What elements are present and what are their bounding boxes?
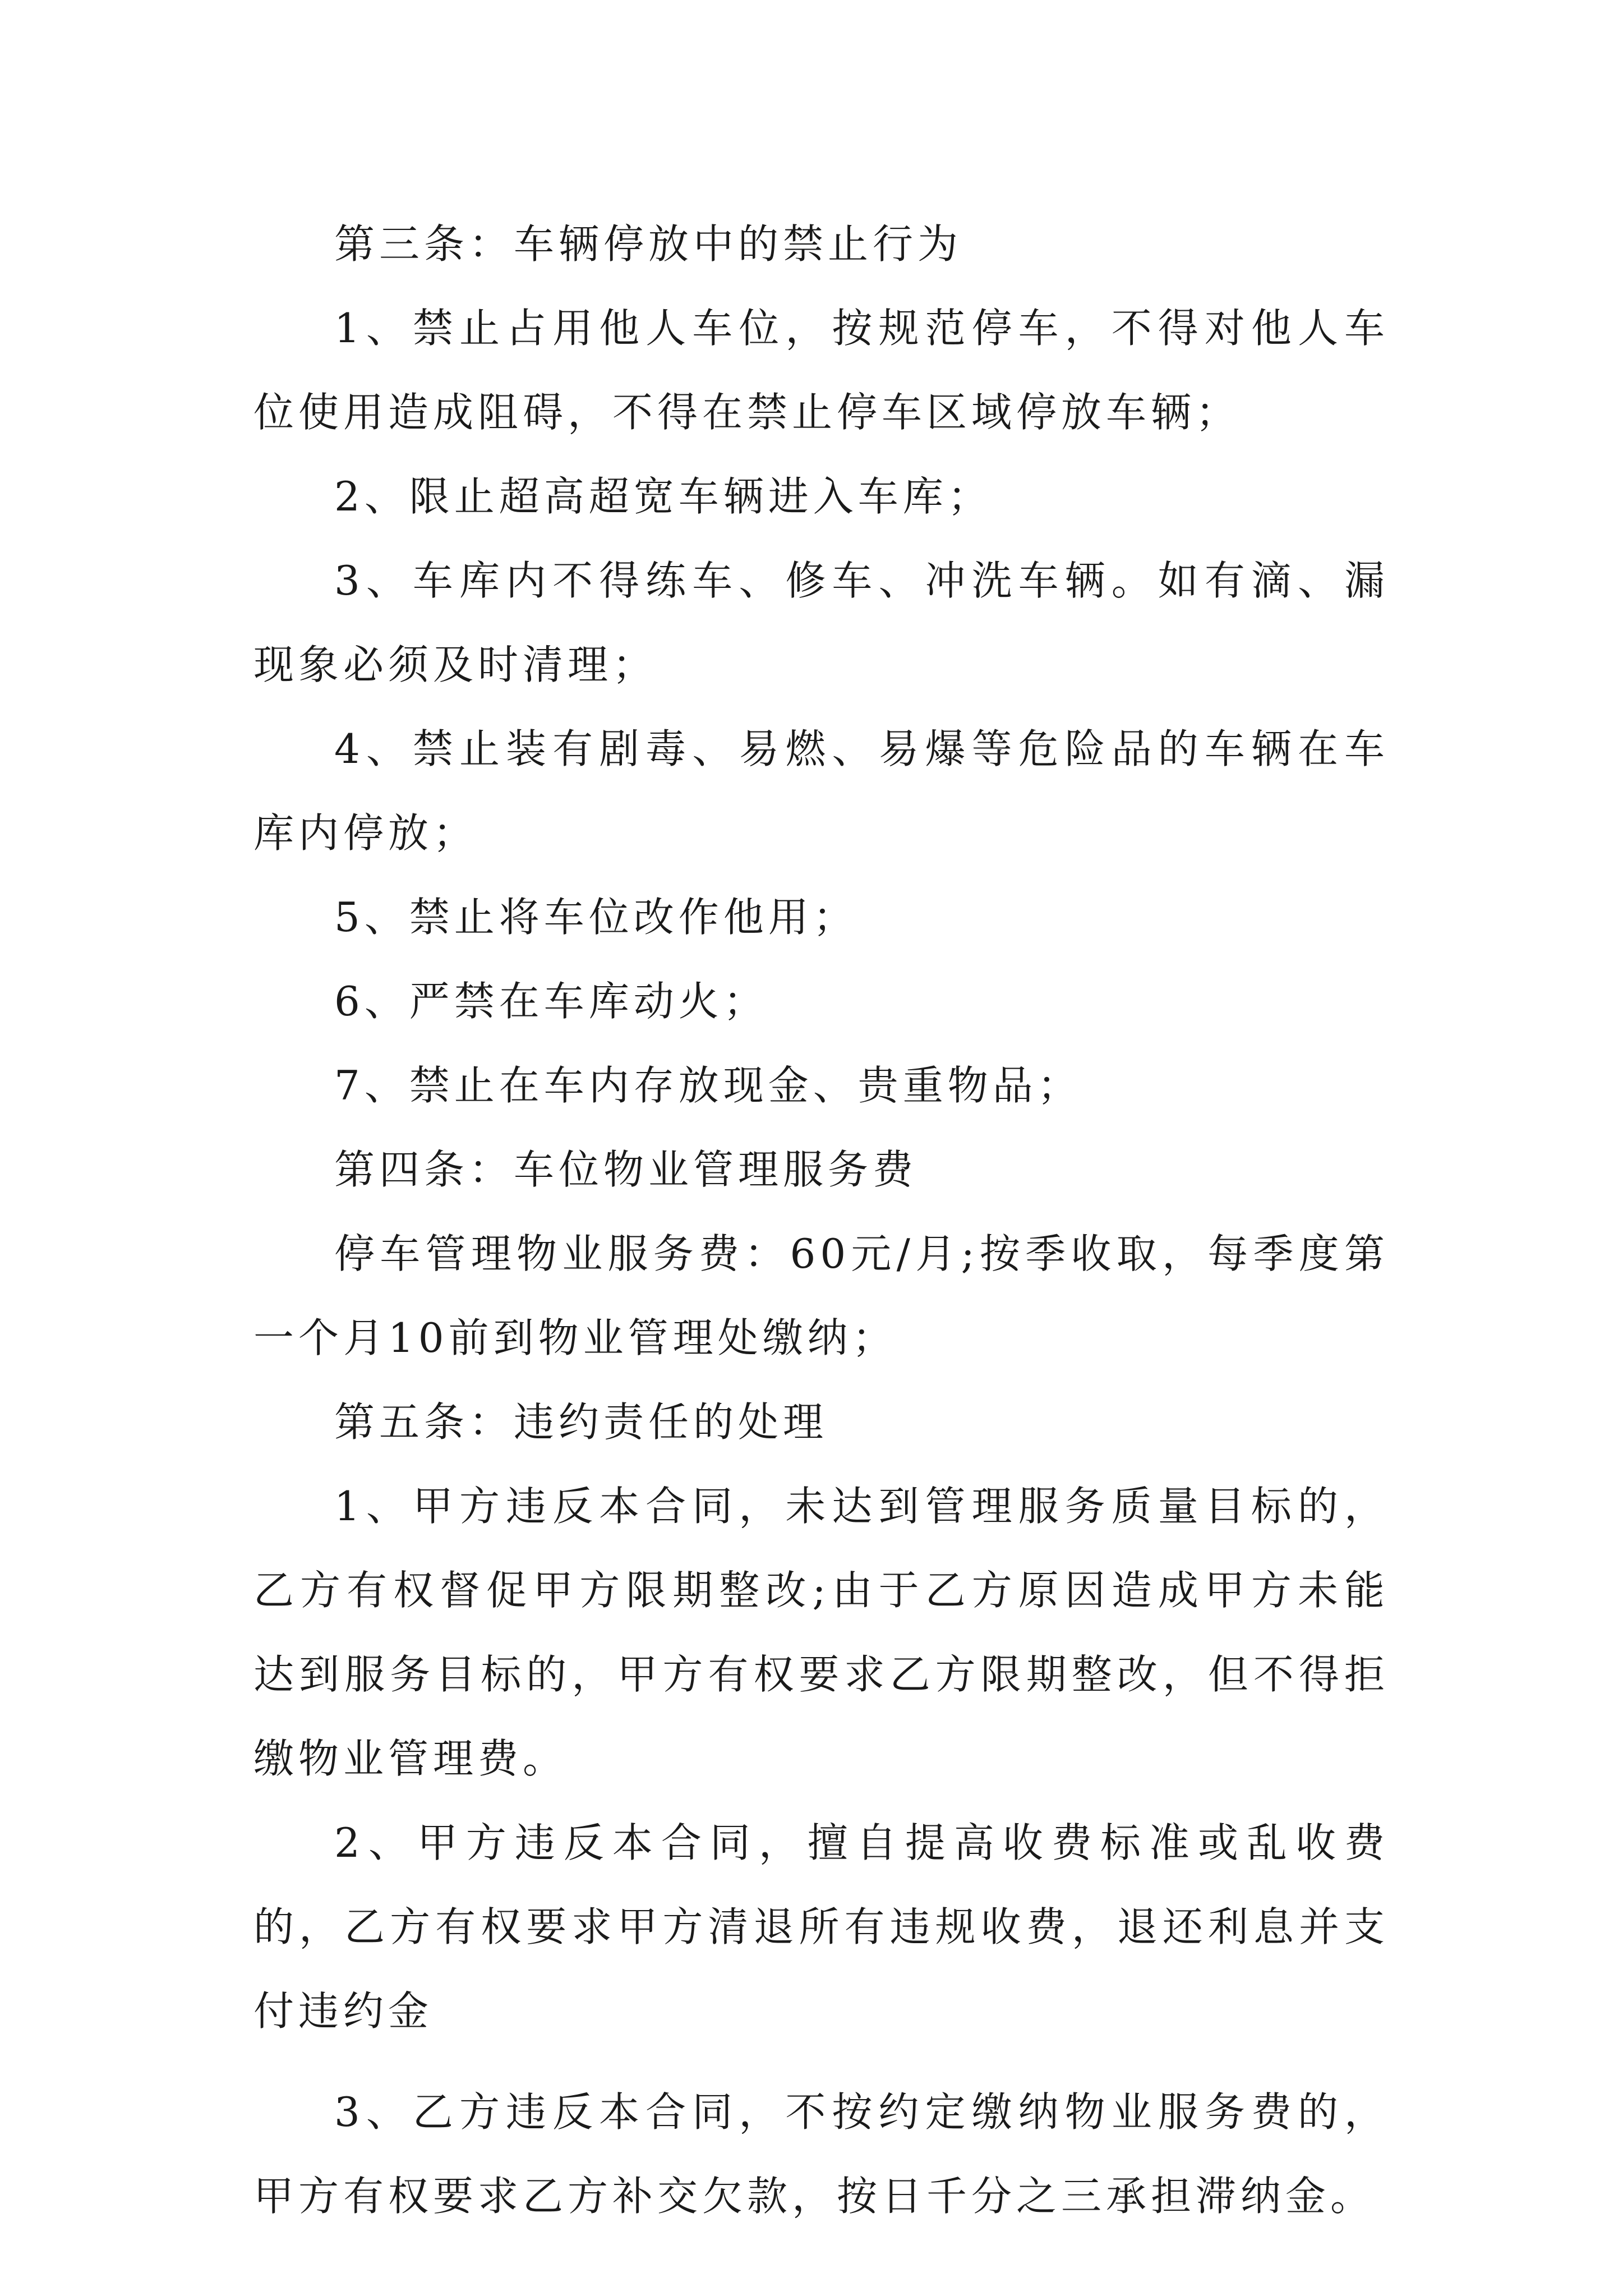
article-3-item-4: 4、禁止装有剧毒、易燃、易爆等危险品的车辆在车库内停放； <box>253 725 1389 857</box>
article-3-item-5: 5、禁止将车位改作他用； <box>334 894 858 941</box>
paragraph-spacer <box>253 2053 1389 2070</box>
article-3-item-1: 1、禁止占用他人车位，按规范停车，不得对他人车位使用造成阻碍，不得在禁止停车区域停放车辆； <box>253 305 1389 436</box>
article-3-item-2: 2、限止超高超宽车辆进入车库； <box>334 473 993 520</box>
article-3-item-3: 3、车库内不得练车、修车、冲洗车辆。如有滴、漏现象必须及时清理； <box>253 557 1389 688</box>
article-3-item-6: 6、严禁在车库动火； <box>334 978 768 1025</box>
article-4-fee-text: 停车管理物业服务费：60元/月;按季收取，每季度第一个月10前到物业管理处缴纳； <box>253 1230 1389 1361</box>
article-5-item-2: 2、甲方违反本合同，擅自提高收费标准或乱收费的，乙方有权要求甲方清退所有违规收费，退还利息并支付违约金 <box>253 1819 1389 2035</box>
document-body <box>253 202 1389 2238</box>
article-5-item-3: 3、乙方违反本合同，不按约定缴纳物业服务费的，甲方有权要求乙方补交欠款，按日千分之三承担滞纳金。 <box>253 2088 1389 2220</box>
article-3-item-7: 7、禁止在车内存放现金、贵重物品； <box>334 1062 1082 1109</box>
article-3-heading: 第三条：车辆停放中的禁止行为 <box>334 220 963 268</box>
article-4-heading: 第四条：车位物业管理服务费 <box>334 1146 918 1193</box>
article-5-heading: 第五条：违约责任的处理 <box>334 1398 828 1446</box>
article-5-item-1: 1、甲方违反本合同，未达到管理服务质量目标的，乙方有权督促甲方限期整改;由于乙方原因造成甲方未能达到服务目标的，甲方有权要求乙方限期整改，但不得拒缴物业管理费。 <box>253 1483 1389 1782</box>
